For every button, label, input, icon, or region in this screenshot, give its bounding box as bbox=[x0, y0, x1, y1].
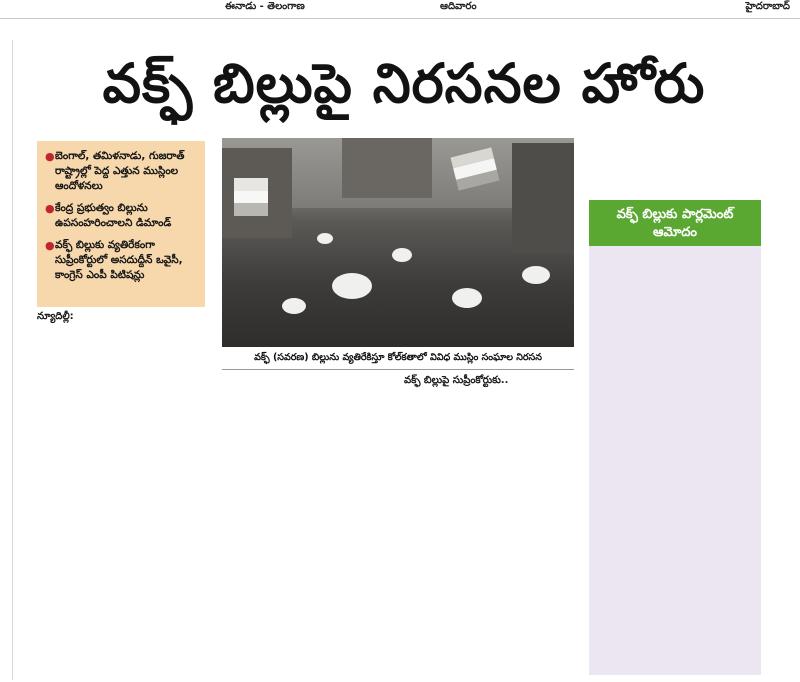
headline: వక్ఫ్ బిల్లుపై నిరసనల హోరు bbox=[102, 52, 706, 115]
summary-item-text: వక్ఫ్ బిల్లుకు వ్యతిరేకంగా సుప్రీంకోర్టులో అసదుద్దీన్ ఒవైసీ, కాంగ్రెస్ ఎంపీ పిటిషన్లు bbox=[55, 239, 183, 281]
article-column-4-continuation bbox=[589, 141, 761, 193]
summary-box bbox=[37, 141, 205, 307]
masthead-paper-name: ఈనాడు - తెలంగాణ bbox=[225, 1, 305, 12]
masthead bbox=[0, 0, 800, 19]
photo-building-center bbox=[342, 138, 432, 198]
photo-building-right bbox=[512, 143, 574, 253]
article-column-3 bbox=[404, 373, 576, 681]
crowd-cap bbox=[317, 233, 333, 244]
article-byline: న్యూదిల్లీ: bbox=[37, 311, 74, 322]
crowd-cap bbox=[392, 248, 412, 262]
crowd-cap bbox=[332, 273, 372, 299]
masthead-dateline: హైదరాబాద్ bbox=[745, 1, 790, 12]
crowd-cap bbox=[282, 298, 306, 314]
sidebar-box bbox=[589, 200, 761, 675]
bullet-icon: ● bbox=[45, 202, 55, 215]
sidebar-title: వక్ఫ్ బిల్లుకు పార్లమెంట్ ఆమోదం bbox=[589, 200, 761, 246]
summary-item bbox=[45, 149, 199, 194]
sidebar-body bbox=[589, 246, 761, 254]
protest-photo bbox=[222, 138, 574, 347]
summary-list bbox=[45, 149, 199, 283]
article-subheading: వక్ఫ్ బిల్లుపై సుప్రీంకోర్టుకు.. bbox=[404, 375, 509, 386]
article-column-2 bbox=[222, 373, 394, 681]
masthead-edition: ఆదివారం bbox=[440, 1, 477, 12]
summary-item-text: బెంగాల్, తమిళనాడు, గుజరాత్ రాష్ట్రాల్లో పెద్ద ఎత్తున ముస్లింల ఆందోళనలు bbox=[55, 150, 185, 192]
summary-item bbox=[45, 238, 199, 283]
flag-left-icon bbox=[234, 178, 268, 216]
summary-item bbox=[45, 201, 199, 231]
article-column-1 bbox=[37, 309, 207, 681]
bullet-icon: ● bbox=[45, 239, 55, 252]
crowd-cap bbox=[522, 266, 550, 284]
left-column-rule bbox=[12, 40, 13, 680]
crowd-cap bbox=[452, 288, 482, 308]
bullet-icon: ● bbox=[45, 150, 55, 163]
photo-caption: వక్ఫ్ (సవరణ) బిల్లును వ్యతిరేకిస్తూ కోల్‌కతాలో వివిధ ముస్లిం సంఘాల నిరసన bbox=[222, 347, 574, 370]
summary-item-text: కేంద్ర ప్రభుత్వం బిల్లును ఉపసంహరించాలని డిమాండ్ bbox=[55, 202, 172, 229]
